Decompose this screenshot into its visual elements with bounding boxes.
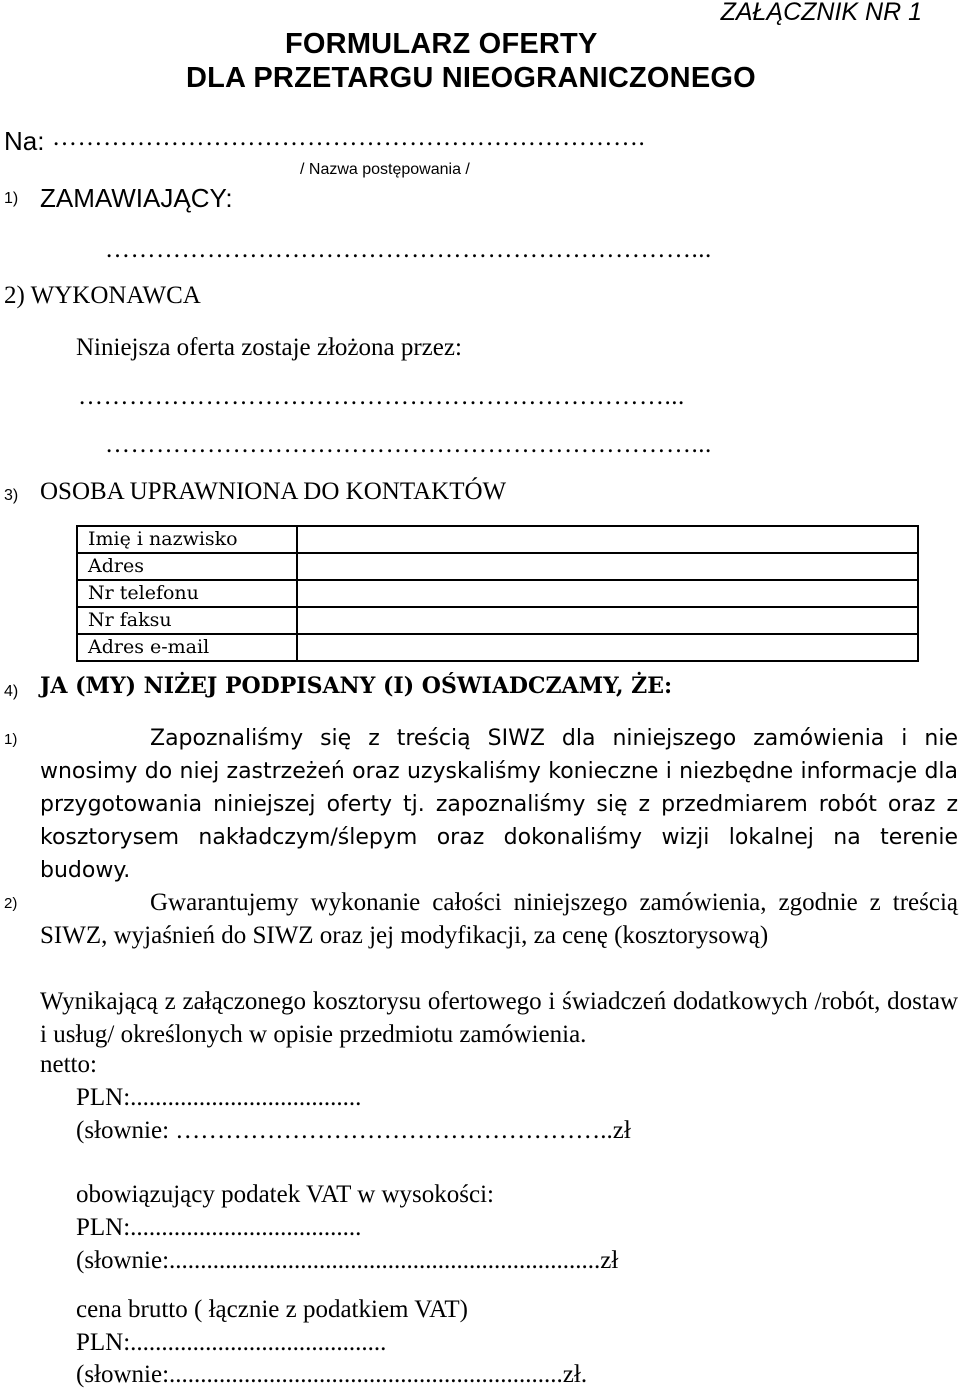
contact-person-table <box>76 525 919 662</box>
contact-address-label: Adres <box>77 553 297 580</box>
net-price-pln[interactable]: PLN:..................................... <box>76 1084 362 1111</box>
contractor-field-2[interactable]: ……………………………………………………………... <box>105 431 712 458</box>
contact-email-value[interactable] <box>297 634 918 661</box>
net-price-words[interactable]: (słownie: ……………………………………………..zł <box>76 1117 631 1144</box>
table-row <box>77 580 918 607</box>
table-row <box>77 607 918 634</box>
contact-name-label: Imię i nazwisko <box>77 526 297 553</box>
statement-2 <box>40 886 958 952</box>
proceeding-name-caption: / Nazwa postępowania / <box>300 161 470 178</box>
form-subtitle: DLA PRZETARGU NIEOGRANICZONEGO <box>186 62 756 94</box>
statement-2-text: Gwarantujemy wykonanie całości niniejszego zamówienia, zgodnie z treścią SIWZ, wyjaśnień do SIWZ oraz jej modyfikacji, za cenę (kosztorysową) <box>40 889 958 949</box>
statement-1 <box>40 722 958 887</box>
gross-price-label: cena brutto ( łącznie z podatkiem VAT) <box>76 1296 468 1323</box>
gross-price-pln[interactable]: PLN:......................................... <box>76 1329 387 1356</box>
section-3-number: 3) <box>4 487 19 504</box>
contracting-authority-field[interactable]: ……………………………………………………………... <box>105 236 712 263</box>
section-1-title: ZAMAWIAJĄCY: <box>40 183 233 213</box>
contact-fax-value[interactable] <box>297 607 918 634</box>
table-row <box>77 526 918 553</box>
section-3-title: OSOBA UPRAWNIONA DO KONTAKTÓW <box>40 478 507 505</box>
vat-pln[interactable]: PLN:..................................... <box>76 1214 362 1241</box>
section-1-number: 1) <box>4 190 19 207</box>
contact-address-value[interactable] <box>297 553 918 580</box>
contact-fax-label: Nr faksu <box>77 607 297 634</box>
section-2-title: 2) WYKONAWCA <box>4 282 201 309</box>
contractor-field-1[interactable]: ……………………………………………………………... <box>78 383 685 410</box>
vat-words[interactable]: (słownie:.....................................................................zł <box>76 1247 619 1274</box>
table-row <box>77 634 918 661</box>
contractor-intro: Niniejsza oferta zostaje złożona przez: <box>76 334 462 361</box>
gross-price-words[interactable]: (słownie:...............................................................zł. <box>76 1361 588 1388</box>
annex-label: ZAŁĄCZNIK NR 1 <box>720 0 922 26</box>
vat-label: obowiązujący podatek VAT w wysokości: <box>76 1181 495 1208</box>
form-title: FORMULARZ OFERTY <box>285 28 598 60</box>
statement-1-text: Zapoznaliśmy się z treścią SIWZ dla niniejszego zamówienia i nie wnosimy do niej zastrzeżeń oraz uzyskaliśmy konieczne i niezbędne informacje dla przygotowania niniejszej oferty tj. zapoznaliśmy się z przedmiarem robót oraz z kosztorysem nakładczym/ślepym oraz dokonaliśmy wizji lokalnej na terenie budowy. <box>40 726 958 883</box>
contact-email-label: Adres e-mail <box>77 634 297 661</box>
net-price-label: netto: <box>40 1051 97 1078</box>
contact-phone-value[interactable] <box>297 580 918 607</box>
section-4-title: JA (MY) NIŻEJ PODPISANY (I) OŚWIADCZAMY, ŻE: <box>40 673 673 699</box>
table-row <box>77 553 918 580</box>
section-4-number: 4) <box>4 683 19 700</box>
recipient-label: Na: <box>4 126 45 156</box>
statement-2-continued: Wynikającą z załączonego kosztorysu ofertowego i świadczeń dodatkowych /robót, dostaw i usług/ określonych w opisie przedmiotu zamówienia. <box>40 988 958 1048</box>
statement-2-number: 2) <box>4 895 18 912</box>
contact-phone-label: Nr telefonu <box>77 580 297 607</box>
statement-1-number: 1) <box>4 731 18 748</box>
recipient-field[interactable]: ……………………………………………………………. <box>52 124 646 151</box>
contact-name-value[interactable] <box>297 526 918 553</box>
